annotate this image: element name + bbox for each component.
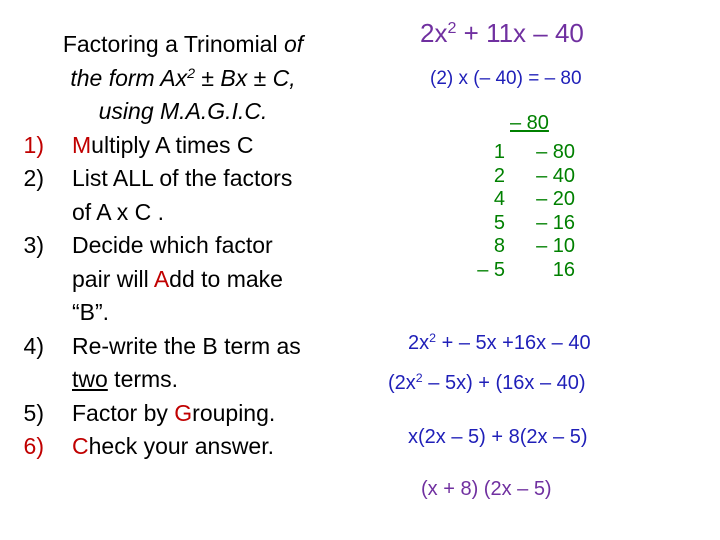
trinomial-part: 2x xyxy=(420,18,448,48)
step-text: Re-write the B term as xyxy=(72,332,301,359)
magic-letter: M xyxy=(72,131,92,158)
title-line-2 xyxy=(18,62,348,96)
step-text-part: rouping. xyxy=(192,399,276,426)
factor-b: 16 xyxy=(552,258,575,281)
step-text-part: terms. xyxy=(107,366,179,392)
factor-a: 1 xyxy=(493,141,505,163)
factor-b: – 10 xyxy=(536,235,575,257)
factor-b: – 80 xyxy=(536,141,575,163)
step-text-part: dd to make xyxy=(169,265,283,292)
exponent: 2 xyxy=(415,371,423,386)
step-5 xyxy=(18,397,348,431)
trinomial xyxy=(420,18,584,49)
step-text: “B”. xyxy=(72,299,110,325)
factor-pairs xyxy=(465,141,575,282)
expr-part: 2x xyxy=(408,332,430,354)
factor-pair xyxy=(465,165,575,189)
step-text: of A x C . xyxy=(72,198,165,225)
step-text: Decide which factor xyxy=(72,232,273,258)
step-6 xyxy=(18,430,348,464)
step-number: 6) xyxy=(23,433,44,459)
trinomial-part: + 11x – 40 xyxy=(456,18,584,48)
expr-part: – 5x) + (16x – 40) xyxy=(422,372,586,394)
step-number: 4) xyxy=(23,332,44,359)
final-answer: (x + 8) (2x – 5) xyxy=(421,478,552,500)
factor-a: – 5 xyxy=(477,258,505,281)
step-4 xyxy=(18,330,348,397)
title-form-b: ± Bx ± C, xyxy=(195,64,296,91)
grouping-step xyxy=(388,372,586,395)
factor-b: – 16 xyxy=(536,211,575,234)
step-text-part: Factor by xyxy=(72,399,175,426)
step-number: 3) xyxy=(23,232,44,258)
step-number: 1) xyxy=(23,131,44,158)
step-text-part: pair will xyxy=(72,265,154,292)
step-text xyxy=(72,363,348,397)
expr-part: + – 5x +16x – 40 xyxy=(436,332,591,354)
step-number: 2) xyxy=(23,165,44,191)
step-number: 5) xyxy=(23,399,44,426)
factor-pair xyxy=(465,188,575,212)
factor-a: 5 xyxy=(493,211,505,234)
factor-a: 8 xyxy=(493,235,505,257)
factor-a: 2 xyxy=(493,164,505,187)
magic-letter: C xyxy=(72,433,89,459)
factor-a: 4 xyxy=(493,188,505,210)
step-text: List ALL of the factors xyxy=(72,165,293,191)
factor-b: – 40 xyxy=(536,164,575,187)
factor-list-header: – 80 xyxy=(510,112,549,134)
exponent: 2 xyxy=(447,19,457,38)
step-1 xyxy=(18,129,348,163)
exponent: 2 xyxy=(429,331,437,346)
step-text: ultiply A times C xyxy=(91,131,254,158)
factor-pair xyxy=(465,212,575,236)
rewrite-step xyxy=(408,332,591,355)
step-text xyxy=(72,263,348,297)
title-form-a: the form Ax xyxy=(70,64,188,91)
title-italic: of xyxy=(283,31,304,57)
ac-product: (2) x (– 40) = – 80 xyxy=(430,68,582,89)
title-text: Factoring a Trinomial xyxy=(62,31,284,57)
underlined-word: two xyxy=(72,366,108,392)
title-line-1 xyxy=(18,28,348,62)
title-line-3: using M.A.G.I.C. xyxy=(98,98,268,124)
factor-pair xyxy=(465,141,575,165)
magic-letter: A xyxy=(153,265,170,292)
factor-b: – 20 xyxy=(536,188,575,210)
expr-part: (2x xyxy=(388,372,416,394)
worked-example xyxy=(360,0,720,540)
step-text-part: heck your answer. xyxy=(88,433,274,459)
title-exponent: 2 xyxy=(187,65,196,82)
common-factor-step: x(2x – 5) + 8(2x – 5) xyxy=(408,426,588,448)
step-3 xyxy=(18,229,348,330)
magic-letter: G xyxy=(174,399,193,426)
factor-pair xyxy=(465,235,575,259)
instructions-title xyxy=(18,28,348,129)
instructions-panel xyxy=(18,28,348,464)
steps-list xyxy=(18,129,348,464)
factor-pair xyxy=(465,259,575,283)
step-2 xyxy=(18,162,348,229)
